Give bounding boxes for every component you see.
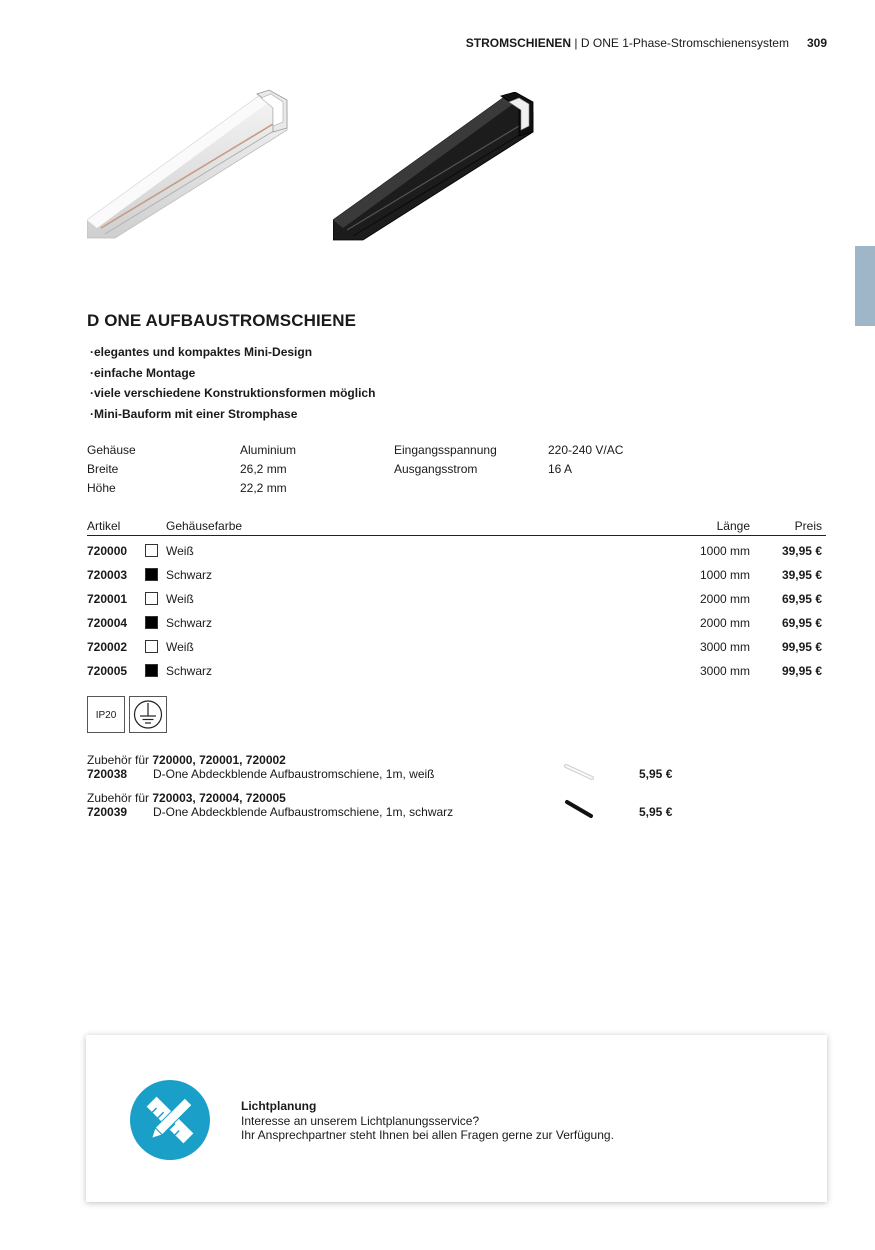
feature-list [90,342,375,424]
spec-label: Ausgangsstrom [394,462,478,476]
housing-color: Schwarz [166,568,213,582]
price: 39,95 € [781,568,822,582]
housing-color: Weiß [166,544,194,558]
col-length: Länge [716,519,750,533]
spec-values-left [240,441,296,498]
accessory-price: 5,95 € [639,767,673,781]
table-row [87,637,826,661]
article-number: 720002 [87,640,128,654]
spec-value: 16 A [548,462,573,476]
accessory-for-articles: 720000, 720001, 720002 [152,753,286,767]
card-text [241,1099,614,1143]
page-header [466,36,827,50]
chapter-tab [855,246,875,326]
color-swatch [145,664,158,677]
accessory-block [87,753,434,781]
card-title: Lichtplanung [241,1099,317,1113]
accessory-for-articles: 720003, 720004, 720005 [152,791,286,805]
table-row [87,661,826,685]
card-line: Interesse an unserem Lichtplanungsservice? [241,1113,480,1128]
length: 3000 mm [699,664,750,678]
article-number: 720000 [87,544,128,558]
spec-label: Breite [87,462,119,476]
housing-color: Weiß [166,640,194,654]
table-header [87,516,826,536]
color-swatch [145,616,158,629]
col-price: Preis [794,519,822,533]
table-row [87,565,826,589]
length: 2000 mm [699,616,750,630]
length: 1000 mm [699,544,750,558]
ip20-badge: IP20 [87,696,125,733]
col-article: Artikel [87,519,121,533]
spec-value: Aluminium [240,443,297,457]
ruler-pencil-icon [130,1080,210,1160]
article-number: 720004 [87,616,128,630]
card-line: Ihr Ansprechpartner steht Ihnen bei allen Fragen gerne zur Verfügung. [241,1128,614,1142]
table-row [87,613,826,637]
accessory-block [87,791,453,819]
header-subtitle: D ONE 1-Phase-Stromschienensystem [580,36,789,50]
accessory-article: 720039 [87,805,128,819]
accessory-price: 5,95 € [639,805,673,819]
black-rail-image [333,92,538,242]
accessory-description: D-One Abdeckblende Aufbaustromschiene, 1m, schwarz [153,805,454,819]
spec-value: 22,2 mm [240,481,287,495]
housing-color: Schwarz [166,664,213,678]
accessory-description: D-One Abdeckblende Aufbaustromschiene, 1m, weiß [153,767,435,781]
article-number: 720001 [87,592,128,606]
white-cover-image [563,762,595,782]
housing-color: Schwarz [166,616,213,630]
accessory-for [87,791,453,805]
feature-item: · viele verschiedene Konstruktionsformen möglich [90,383,375,404]
color-swatch [145,640,158,653]
table-row [87,589,826,613]
price: 39,95 € [781,544,822,558]
accessory-for [87,753,434,767]
col-color: Gehäusefarbe [166,519,243,533]
article-number: 720005 [87,664,128,678]
spec-label: Gehäuse [87,443,136,457]
spec-label: Höhe [87,481,116,495]
price: 69,95 € [781,592,822,606]
white-rail-image [87,88,292,240]
product-title: D ONE AUFBAUSTROMSCHIENE [87,311,357,330]
feature-item: · elegantes und kompaktes Mini-Design [90,342,375,363]
spec-value: 220-240 V/AC [548,443,624,457]
length: 3000 mm [699,640,750,654]
accessory-article: 720038 [87,767,128,781]
feature-item: · Mini-Bauform mit einer Stromphase [90,404,375,425]
length: 2000 mm [699,592,750,606]
color-swatch [145,592,158,605]
table-row [87,541,826,565]
price: 69,95 € [781,616,822,630]
accessory-prefix: Zubehör für [87,791,153,805]
color-swatch [145,568,158,581]
accessory-prefix: Zubehör für [87,753,153,767]
lichtplanung-card [86,1035,827,1202]
black-cover-image [563,798,595,820]
spec-value: 26,2 mm [240,462,287,476]
feature-item: · einfache Montage [90,363,375,384]
header-separator: | [571,36,581,50]
spec-labels-left [87,441,136,498]
protection-class-1-icon [129,696,167,733]
price: 99,95 € [781,664,822,678]
color-swatch [145,544,158,557]
section-title: STROMSCHIENEN [465,36,572,50]
article-number: 720003 [87,568,128,582]
spec-labels-right [394,441,497,479]
page-number: 309 [806,36,827,50]
spec-label: Eingangsspannung [394,443,497,457]
length: 1000 mm [699,568,750,582]
housing-color: Weiß [166,592,194,606]
spec-values-right [548,441,623,479]
price: 99,95 € [781,640,822,654]
